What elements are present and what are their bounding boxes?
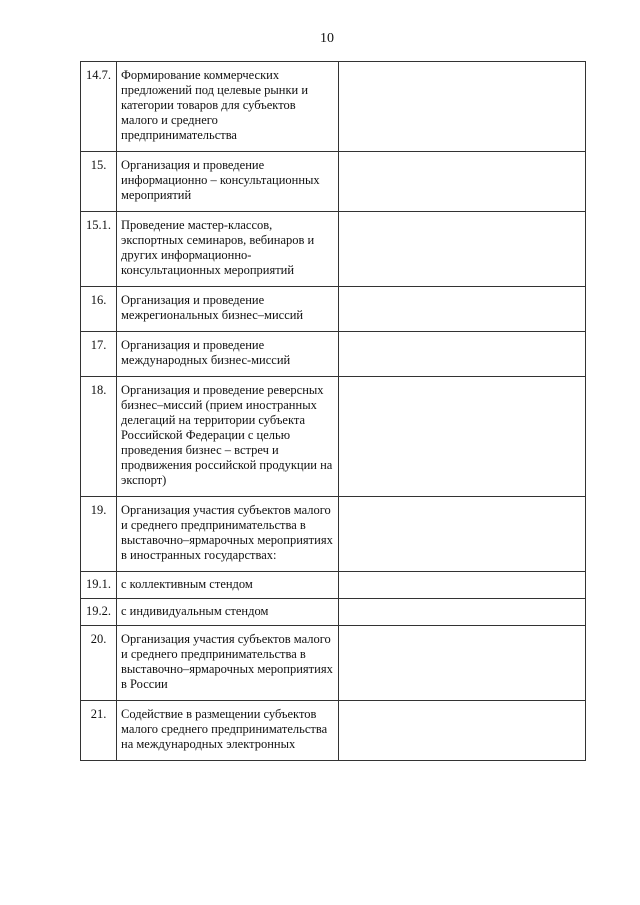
row-description: Проведение мастер-классов, экспортных семинаров, вебинаров и других информационно-консультационных мероприятий — [117, 212, 339, 287]
row-number: 15. — [81, 152, 117, 212]
row-description: Организация и проведение международных бизнес-миссий — [117, 332, 339, 377]
row-description: Организация участия субъектов малого и среднего предпринимательства в выставочно–ярмарочных мероприятиях в России — [117, 626, 339, 701]
row-number: 21. — [81, 701, 117, 761]
row-description: Организация участия субъектов малого и среднего предпринимательства в выставочно–ярмарочных мероприятиях в иностранных государствах: — [117, 497, 339, 572]
table-row — [81, 701, 586, 761]
row-description: Формирование коммерческих предложений под целевые рынки и категории товаров для субъектов малого и среднего предпринимательства — [117, 62, 339, 152]
row-value-cell — [339, 599, 586, 626]
row-value-cell — [339, 626, 586, 701]
table-row — [81, 599, 586, 626]
row-description: с коллективным стендом — [117, 572, 339, 599]
row-value-cell — [339, 287, 586, 332]
row-value-cell — [339, 152, 586, 212]
row-number: 19. — [81, 497, 117, 572]
row-number: 20. — [81, 626, 117, 701]
row-description: Организация и проведение информационно – консультационных мероприятий — [117, 152, 339, 212]
page-number: 10 — [320, 31, 334, 46]
row-description: Организация и проведение межрегиональных бизнес–миссий — [117, 287, 339, 332]
table-row — [81, 212, 586, 287]
row-number: 14.7. — [81, 62, 117, 152]
table-row — [81, 332, 586, 377]
row-description: с индивидуальным стендом — [117, 599, 339, 626]
table-row — [81, 626, 586, 701]
row-number: 19.2. — [81, 599, 117, 626]
row-value-cell — [339, 497, 586, 572]
table-row — [81, 572, 586, 599]
row-value-cell — [339, 212, 586, 287]
row-number: 19.1. — [81, 572, 117, 599]
row-value-cell — [339, 701, 586, 761]
table-row — [81, 287, 586, 332]
row-value-cell — [339, 62, 586, 152]
row-value-cell — [339, 332, 586, 377]
row-value-cell — [339, 572, 586, 599]
row-description: Организация и проведение реверсных бизнес–миссий (прием иностранных делегаций на территории субъекта Российской Федерации с целью проведения бизнес – встреч и продвижения российской продукции на экспорт) — [117, 377, 339, 497]
row-number: 17. — [81, 332, 117, 377]
row-value-cell — [339, 377, 586, 497]
table-row — [81, 152, 586, 212]
table-row — [81, 497, 586, 572]
row-number: 15.1. — [81, 212, 117, 287]
row-number: 18. — [81, 377, 117, 497]
row-number: 16. — [81, 287, 117, 332]
table-row — [81, 377, 586, 497]
row-description: Содействие в размещении субъектов малого среднего предпринимательства на международных электронных — [117, 701, 339, 761]
services-table — [80, 61, 586, 761]
table-row — [81, 62, 586, 152]
